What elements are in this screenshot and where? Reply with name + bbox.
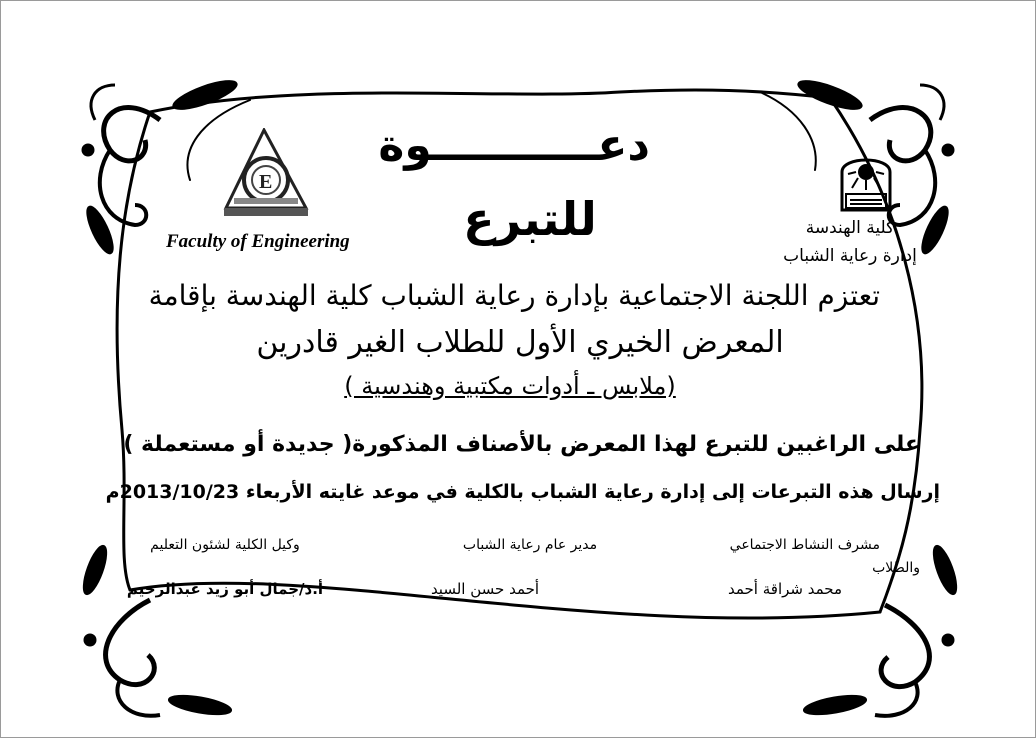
intro-line-2: المعرض الخيري الأول للطلاب الغير قادرين <box>256 325 784 360</box>
faculty-name-arabic: كلية الهندسة <box>805 218 895 238</box>
signature-role-vice-dean: وكيل الكلية لشئون التعليم <box>150 537 300 553</box>
faculty-of-engineering-logo-icon <box>216 128 316 223</box>
faculty-name-english: Faculty of Engineering <box>166 231 350 252</box>
invitation-title: دعـــــــــــوة <box>378 120 650 171</box>
call-to-donate: على الراغبين للتبرع لهذا المعرض بالأصناف المذكورة( جديدة أو مستعملة ) <box>123 432 920 457</box>
deadline-line: إرسال هذه التبرعات إلى إدارة رعاية الشباب بالكلية في موعد غايته الأربعاء 2013/10/23م <box>105 481 940 503</box>
department-name-arabic: إدارة رعاية الشباب <box>783 246 917 266</box>
assiut-university-logo-icon <box>838 150 894 212</box>
signature-name-vice-dean: أ.د/جمال أبو زيد عبدالرحيم <box>126 580 324 598</box>
invitation-subtitle: للتبرع <box>463 192 597 246</box>
svg-text:E: E <box>259 171 273 193</box>
intro-line-1: تعتزم اللجنة الاجتماعية بإدارة رعاية الشباب كلية الهندسة بإقامة <box>148 279 880 312</box>
signature-name-social-supervisor: محمد شراقة أحمد <box>727 580 842 598</box>
signature-role-social-supervisor-cont: والطلاب <box>872 560 920 576</box>
signature-role-youth-director: مدير عام رعاية الشباب <box>462 537 598 553</box>
signature-name-youth-director: أحمد حسن السيد <box>430 580 540 598</box>
signature-role-social-supervisor: مشرف النشاط الاجتماعي <box>729 537 880 553</box>
intro-line-3: (ملابس ـ أدوات مكتبية وهندسية ) <box>344 372 676 400</box>
